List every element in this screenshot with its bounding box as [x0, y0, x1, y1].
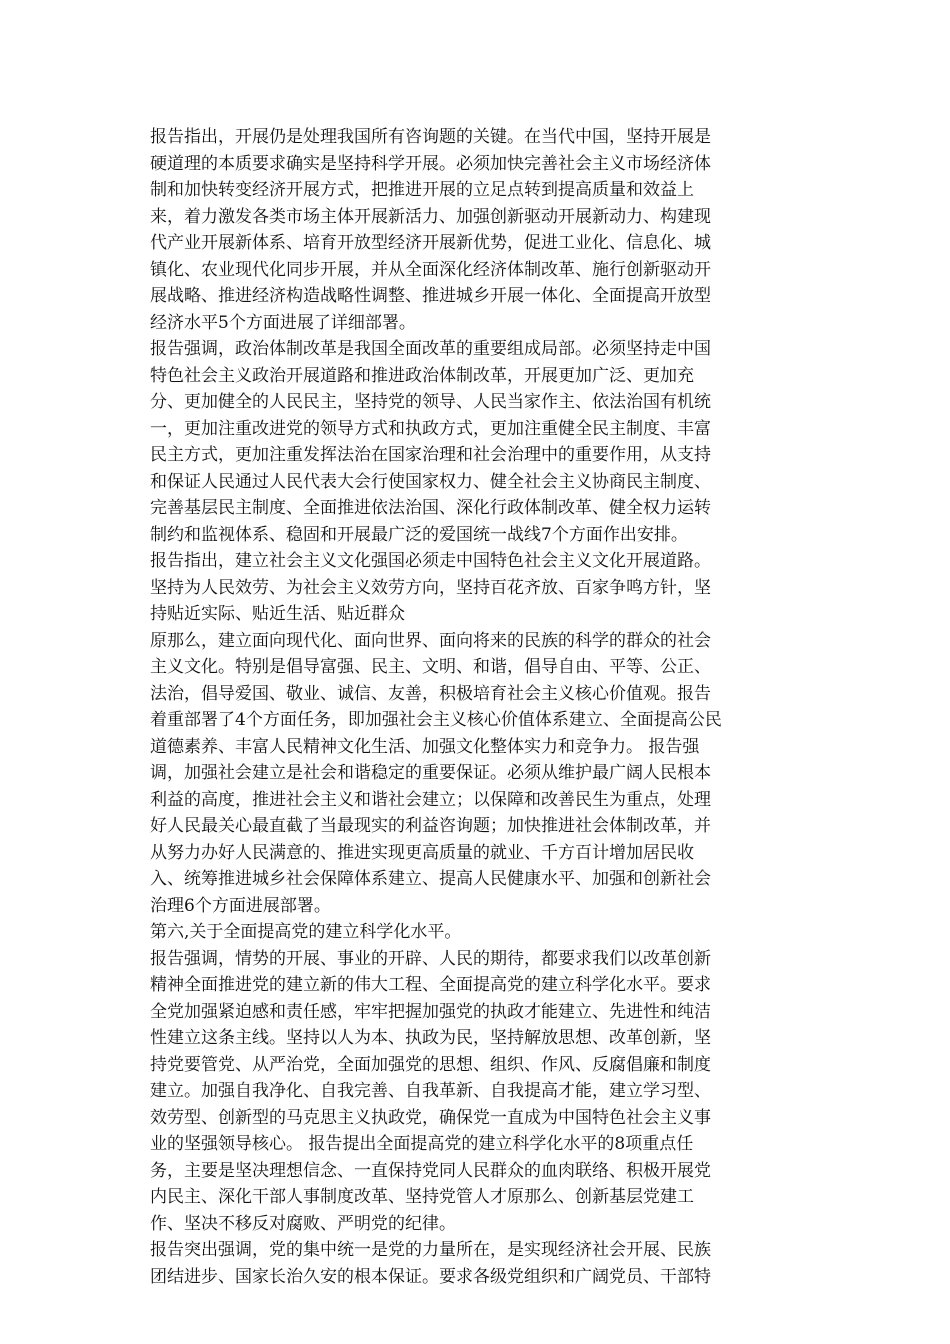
paragraph-party-building: [150, 946, 810, 1238]
text-line: 一，更加注重改进党的领导方式和执政方式，更加注重健全民主制度、丰富: [150, 418, 711, 439]
text-line: 效劳型、创新型的马克思主义执政党，确保党一直成为中国特色社会主义事: [150, 1107, 711, 1128]
text-line: 业的坚强领导核心。 报告提出全面提高党的建立科学化水平的8项重点任: [150, 1134, 694, 1154]
text-line: 内民主、深化干部人事制度改革、坚持党管人才原那么、创新基层党建工: [150, 1187, 694, 1207]
text-line: 和保证人民通过人民代表大会行使国家权力、健全社会主义协商民主制度、: [150, 471, 711, 492]
text-line: 制和加快转变经济开展方式，把推进开展的立足点转到提高质量和效益上: [150, 180, 694, 200]
text-line: 调，加强社会建立是社会和谐稳定的重要保证。必须从维护最广阔人民根本: [150, 763, 711, 783]
text-line: 入、统筹推进城乡社会保障体系建立、提高人民健康水平、加强和创新社会: [150, 869, 711, 889]
text-line: 持党要管党、从严治党，全面加强党的思想、组织、作风、反腐倡廉和制度: [150, 1054, 711, 1075]
text-line: 特色社会主义政治开展道路和推进政治体制改革，开展更加广泛、更加充: [150, 365, 694, 386]
text-line: 精神全面推进党的建立新的伟大工程、全面提高党的建立科学化水平。要求: [150, 975, 711, 995]
text-line: 着重部署了4个方面任务，即加强社会主义核心价值体系建立、全面提高公民: [150, 710, 722, 730]
text-line: 完善基层民主制度、全面推进依法治国、深化行政体制改革、健全权力运转: [150, 498, 711, 518]
text-line: 法治，倡导爱国、敬业、诚信、友善，积极培育社会主义核心价值观。报告: [150, 683, 711, 704]
text-line: 展战略、推进经济构造战略性调整、推进城乡开展一体化、全面提高开放型: [150, 286, 711, 306]
text-line: 报告强调，政治体制改革是我国全面改革的重要组成局部。必须坚持走中国: [150, 339, 711, 359]
text-line: 报告强调，情势的开展、事业的开辟、人民的期待，都要求我们以改革创新: [150, 948, 711, 969]
text-line: 好人民最关心最直截了当最现实的利益咨询题；加快推进社会体制改革，并: [150, 816, 711, 836]
text-line: 道德素养、丰富人民精神文化生活、加强文化整体实力和竞争力。 报告强: [150, 736, 700, 757]
paragraph-economy: [150, 124, 810, 336]
text-line: 利益的高度，推进社会主义和谐社会建立；以保障和改善民生为重点，处理: [150, 789, 711, 810]
section-heading-six: [150, 919, 810, 946]
document-body: [150, 124, 810, 1290]
text-line: 报告突出强调，党的集中统一是党的力量所在，是实现经济社会开展、民族: [150, 1240, 711, 1260]
text-line: 第六,关于全面提高党的建立科学化水平。: [150, 922, 462, 942]
text-line: 建立。加强自我净化、自我完善、自我革新、自我提高才能，建立学习型、: [150, 1081, 711, 1101]
text-line: 来，着力激发各类市场主体开展新活力、加强创新驱动开展新动力、构建现: [150, 206, 711, 227]
text-line: 代产业开展新体系、培育开放型经济开展新优势，促进工业化、信息化、城: [150, 233, 711, 253]
text-line: 性建立这条主线。坚持以人为本、执政为民，坚持解放思想、改革创新，坚: [150, 1028, 711, 1048]
text-line: 坚持为人民效劳、为社会主义效劳方向，坚持百花齐放、百家争鸣方针，坚: [150, 577, 711, 598]
text-line: 主义文化。特别是倡导富强、民主、文明、和谐，倡导自由、平等、公正、: [150, 657, 711, 677]
text-line: 持贴近实际、贴近生活、贴近群众: [150, 604, 405, 624]
text-line: 从努力办好人民满意的、推进实现更高质量的就业、千方百计增加居民收: [150, 842, 694, 863]
text-line: 治理6个方面进展部署。: [150, 895, 331, 916]
text-line: 分、更加健全的人民民主，坚持党的领导、人民当家作主、依法治国有机统: [150, 392, 711, 412]
text-line: 制约和监视体系、稳固和开展最广泛的爱国统一战线7个方面作出安排。: [150, 524, 688, 545]
text-line: 民主方式，更加注重发挥法治在国家治理和社会治理中的重要作用，从支持: [150, 445, 711, 465]
text-line: 务，主要是坚决理想信念、一直保持党同人民群众的血肉联络、积极开展党: [150, 1160, 711, 1181]
paragraph-culture-society: [150, 548, 810, 919]
text-line: 报告指出，建立社会主义文化强国必须走中国特色社会主义文化开展道路。: [150, 551, 711, 571]
text-line: 经济水平5个方面进展了详细部署。: [150, 312, 416, 333]
paragraph-politics: [150, 336, 810, 548]
text-line: 原那么，建立面向现代化、面向世界、面向将来的民族的科学的群众的社会: [150, 630, 711, 651]
text-line: 全党加强紧迫感和责任感，牢牢把握加强党的执政才能建立、先进性和纯洁: [150, 1001, 711, 1022]
text-line: 报告指出，开展仍是处理我国所有咨询题的关键。在当代中国，坚持开展是: [150, 127, 711, 147]
paragraph-party-unity: [150, 1237, 810, 1290]
text-line: 作、坚决不移反对腐败、严明党的纪律。: [150, 1213, 456, 1234]
text-line: 团结进步、国家长治久安的根本保证。要求各级党组织和广阔党员、干部特: [150, 1266, 711, 1287]
text-line: 镇化、农业现代化同步开展，并从全面深化经济体制改革、施行创新驱动开: [150, 259, 711, 280]
text-line: 硬道理的本质要求确实是坚持科学开展。必须加快完善社会主义市场经济体: [150, 153, 711, 174]
